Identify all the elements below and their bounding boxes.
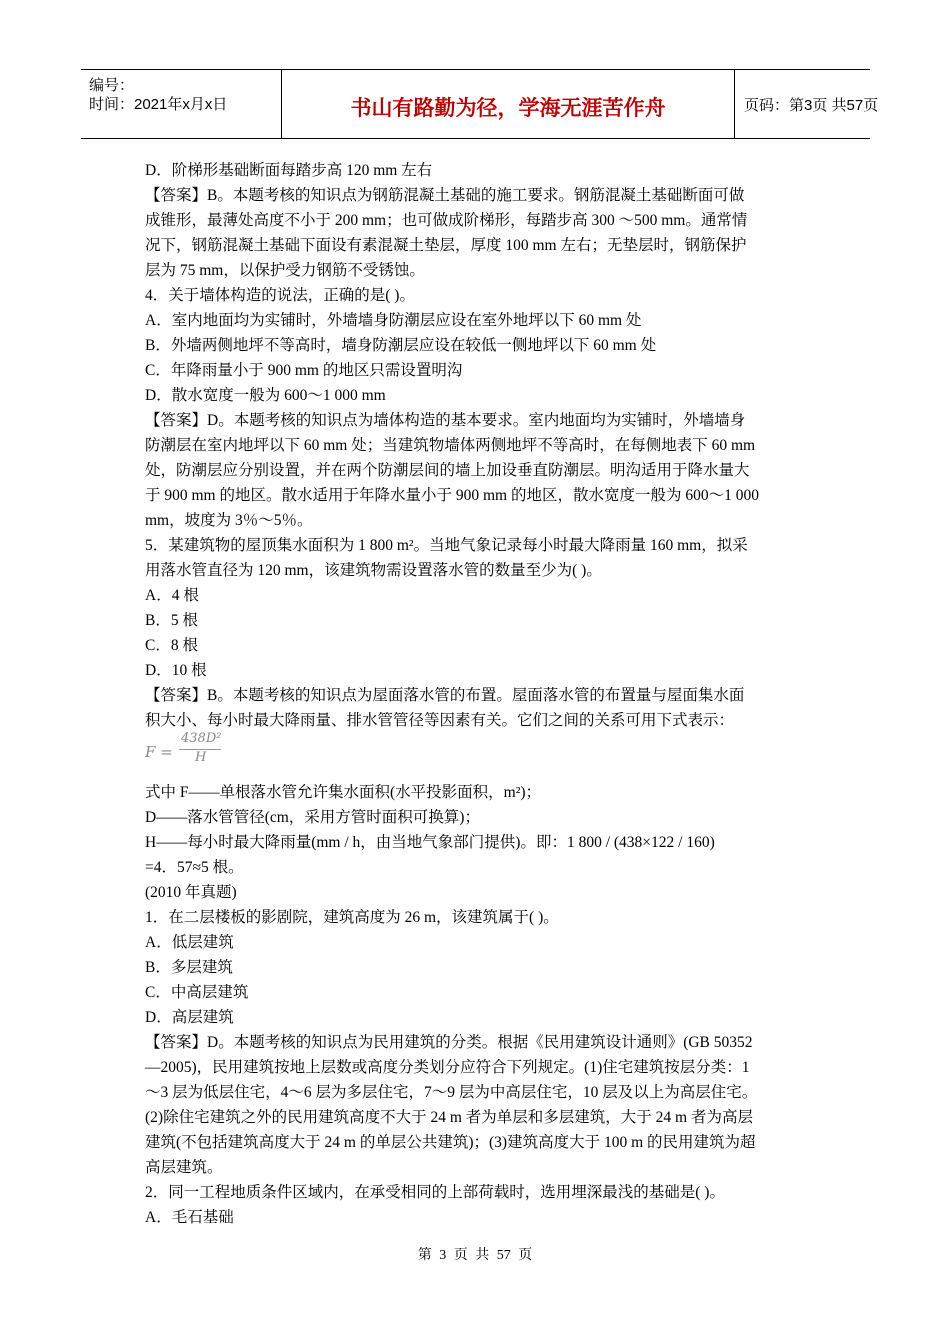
text-line: 1．在二层楼板的影剧院，建筑高度为 26 m，该建筑属于( )。 [145, 909, 559, 926]
text-line: (2010 年真题) [145, 884, 237, 901]
text-line: 成锥形，最薄处高度不小于 200 mm；也可做成阶梯形，每踏步高 300 ～500 mm。通常情 [145, 212, 748, 229]
formula-lhs: F = [145, 743, 173, 761]
formula-image [145, 733, 815, 768]
text-line: B．多层建筑 [145, 959, 233, 976]
text-line: —2005)，民用建筑按地上层数或高度分类划分应符合下列规定。(1)住宅建筑按层分类：1 [145, 1059, 750, 1076]
text-line: 式中 F——单根落水管允许集水面积(水平投影面积，m²)； [145, 784, 542, 801]
text-line: 高层建筑。 [145, 1159, 223, 1176]
page-footer: 第 3 页 共 57 页 [417, 1248, 533, 1263]
text-line: D．10 根 [145, 662, 207, 679]
header-page-cell [734, 70, 879, 138]
text-line: A．室内地面均为实铺时，外墙墙身防潮层应设在室外地坪以下 60 mm 处 [145, 312, 642, 329]
text-line: 2．同一工程地质条件区域内，在承受相同的上部荷载时，选用埋深最浅的基础是( )。 [145, 1184, 725, 1201]
header-meta [81, 70, 281, 138]
text-line: A．毛石基础 [145, 1209, 234, 1226]
text-line: C．中高层建筑 [145, 984, 249, 1001]
text-line: B．5 根 [145, 612, 198, 629]
text-line: =4．57≈5 根。 [145, 859, 244, 876]
page-label: 页码：第3页 共57页 [744, 97, 879, 114]
text-line: D——落水管管径(cm，采用方管时面积可换算)； [145, 809, 480, 826]
text-line: D．散水宽度一般为 600～1 000 mm [145, 387, 386, 404]
text-line: (2)除住宅建筑之外的民用建筑高度不大于 24 m 者为单层和多层建筑，大于 24 m 者为高层 [145, 1109, 753, 1126]
text-block-1 [145, 158, 815, 733]
formula-numerator: 438D² [181, 731, 222, 746]
text-line: A．4 根 [145, 587, 199, 604]
text-line: B．外墙两侧地坪不等高时，墙身防潮层应设在较低一侧地坪以下 60 mm 处 [145, 337, 657, 354]
text-line: 况下，钢筋混凝土基础下面设有素混凝土垫层，厚度 100 mm 左右；无垫层时，钢筋保护 [145, 237, 747, 254]
time-label: 时间：2021年x月x日 [89, 96, 228, 113]
text-line: A．低层建筑 [145, 934, 234, 951]
text-line: 【答案】B。本题考核的知识点为屋面落水管的布置。屋面落水管的布置量与屋面集水面 [145, 687, 745, 704]
spacer [145, 768, 815, 780]
header-slogan: 书山有路勤为径，学海无涯苦作舟 [350, 96, 666, 120]
text-line: 层为 75 mm，以保护受力钢筋不受锈蚀。 [145, 262, 425, 279]
text-line: 【答案】B。本题考核的知识点为钢筋混凝土基础的施工要求。钢筋混凝土基础断面可做 [145, 187, 745, 204]
text-line: D．阶梯形基础断面每踏步高 120 mm 左右 [145, 162, 433, 179]
text-line: D．高层建筑 [145, 1009, 234, 1026]
text-line: ～3 层为低层住宅，4～6 层为多层住宅，7～9 层为中高层住宅，10 层及以上为高层住宅。 [145, 1084, 758, 1101]
formula-denominator: H [195, 750, 207, 765]
text-line: 5．某建筑物的屋顶集水面积为 1 800 m²。当地气象记录每小时最大降雨量 160 mm，拟采 [145, 537, 748, 554]
text-line: 处，防潮层应分别设置，并在两个防潮层间的墙上加设垂直防潮层。明沟适用于降水量大 [145, 462, 750, 479]
text-block-2 [145, 780, 815, 1230]
text-line: C．年降雨量小于 900 mm 的地区只需设置明沟 [145, 362, 463, 379]
text-line: 4．关于墙体构造的说法，正确的是( )。 [145, 287, 415, 304]
text-line: mm，坡度为 3％～5％。 [145, 512, 313, 529]
page-header [81, 69, 879, 139]
drainage-formula [145, 733, 227, 767]
text-line: 于 900 mm 的地区。散水适用于年降水量小于 900 mm 的地区，散水宽度一般为 600～1 000 [145, 487, 759, 504]
text-line: 用落水管直径为 120 mm，该建筑物需设置落水管的数量至少为( )。 [145, 562, 602, 579]
text-line: 防潮层在室内地坪以下 60 mm 处；当建筑物墙体两侧地坪不等高时，在每侧地表下 60 mm [145, 437, 756, 454]
text-line: H——每小时最大降雨量(mm / h，由当地气象部门提供)。即：1 800 / (438×122 / 160) [145, 834, 715, 851]
text-line: 建筑(不包括建筑高度大于 24 m 的单层公共建筑)；(3)建筑高度大于 100 m 的民用建筑为超 [145, 1134, 756, 1151]
number-label: 编号： [89, 77, 135, 94]
header-slogan-cell [281, 70, 735, 138]
text-line: 积大小、每小时最大降雨量、排水管管径等因素有关。它们之间的关系可用下式表示： [145, 712, 735, 729]
text-line: C．8 根 [145, 637, 198, 654]
document-body [145, 158, 815, 1230]
text-line: 【答案】D。本题考核的知识点为墙体构造的基本要求。室内地面均为实铺时，外墙墙身 [145, 412, 746, 429]
text-line: 【答案】D。本题考核的知识点为民用建筑的分类。根据《民用建筑设计通则》(GB 50352 [145, 1034, 753, 1051]
